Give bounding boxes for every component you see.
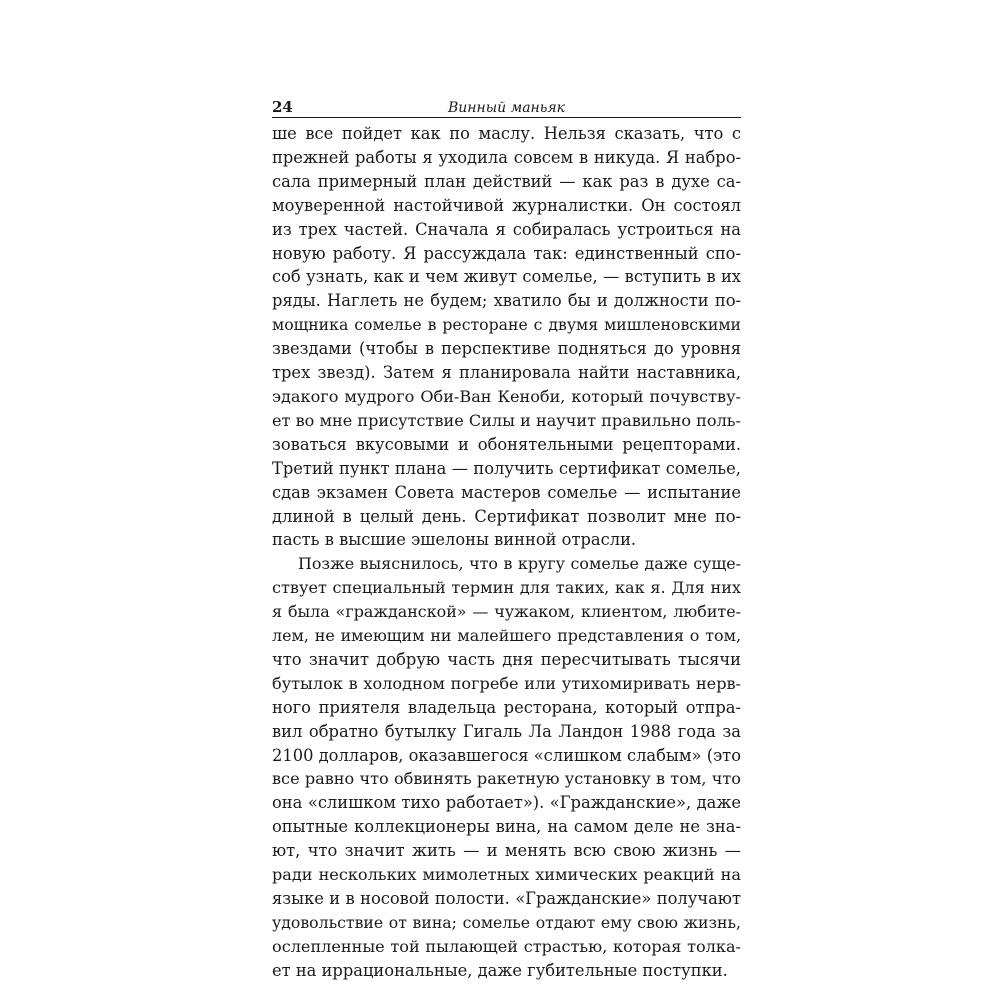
paragraph bbox=[272, 552, 741, 982]
text-line: новую работу. Я рассуждала так: единственный спо- bbox=[272, 243, 741, 263]
text-line: сала примерный план действий — как раз в духе са- bbox=[272, 171, 741, 191]
text-line: соб узнать, как и чем живут сомелье, — вступить в их bbox=[272, 267, 741, 287]
text-line: из трех частей. Сначала я собиралась устроиться на bbox=[272, 219, 741, 239]
text-line: ет во мне присутствие Силы и научит правильно поль- bbox=[272, 410, 741, 430]
book-title: Винный маньяк bbox=[447, 100, 566, 116]
text-line: вил обратно бутылку Гигаль Ла Ландон 1988 года за bbox=[272, 721, 741, 741]
text-line: ослепленные той пылающей страстью, которая толка- bbox=[272, 936, 741, 956]
text-line: звездами (чтобы в перспективе подняться до уровня bbox=[272, 339, 741, 359]
text-line: эдакого мудрого Оби-Ван Кеноби, который почувству- bbox=[272, 386, 741, 406]
text-line: мощника сомелье в ресторане с двумя мишленовскими bbox=[272, 315, 741, 335]
text-line: ствует специальный термин для таких, как я. Для них bbox=[272, 578, 741, 598]
text-line: Третий пункт плана — получить сертификат сомелье, bbox=[272, 458, 741, 478]
text-line: я была «гражданской» — чужаком, клиентом, любите- bbox=[272, 602, 741, 622]
text-line: зоваться вкусовыми и обонятельными рецепторами. bbox=[272, 434, 741, 454]
book-page bbox=[272, 97, 741, 983]
text-line: бутылок в холодном погребе или утихомиривать нерв- bbox=[272, 673, 741, 693]
text-line: ше все пойдет как по маслу. Нельзя сказать, что с bbox=[272, 124, 741, 143]
page-number: 24 bbox=[272, 98, 293, 116]
text-line: трех звезд). Затем я планировала найти наставника, bbox=[272, 363, 741, 383]
body-text bbox=[272, 122, 741, 983]
text-line: она «слишком тихо работает»). «Гражданские», даже bbox=[272, 793, 741, 813]
text-line: Позже выяснилось, что в кругу сомелье даже суще- bbox=[298, 554, 741, 574]
text-line: ради нескольких мимолетных химических реакций на bbox=[272, 865, 741, 885]
text-line: моуверенной настойчивой журналистки. Он состоял bbox=[272, 195, 741, 215]
text-line: прежней работы я уходила совсем в никуда. Я набро- bbox=[272, 147, 741, 167]
text-line: ет на иррациональные, даже губительные поступки. bbox=[272, 960, 728, 980]
text-line: ного приятеля владельца ресторана, который отпра- bbox=[272, 697, 741, 717]
text-line: что значит добрую часть дня пересчитывать тысячи bbox=[272, 649, 741, 669]
text-line: удовольствие от вина; сомелье отдают ему свою жизнь, bbox=[272, 912, 741, 932]
text-line: 2100 долларов, оказавшегося «слишком слабым» (это bbox=[272, 745, 741, 765]
text-line: сдав экзамен Совета мастеров сомелье — испытание bbox=[272, 482, 741, 502]
text-line: длиной в целый день. Сертификат позволит мне по- bbox=[272, 506, 741, 526]
text-line: языке и в носовой полости. «Гражданские» получают bbox=[272, 889, 741, 908]
text-line: ют, что значит жить — и менять всю свою жизнь — bbox=[272, 841, 741, 861]
text-line: все равно что обвинять ракетную установку в том, что bbox=[272, 769, 741, 789]
text-line: ряды. Наглеть не будем; хватило бы и должности по- bbox=[272, 291, 741, 311]
text-line: опытные коллекционеры вина, на самом деле не зна- bbox=[272, 817, 741, 837]
text-line: лем, не имеющим ни малейшего представления о том, bbox=[272, 626, 741, 646]
paragraph bbox=[272, 122, 741, 552]
running-head bbox=[272, 97, 741, 118]
text-line: пасть в высшие эшелоны винной отрасли. bbox=[272, 530, 637, 550]
